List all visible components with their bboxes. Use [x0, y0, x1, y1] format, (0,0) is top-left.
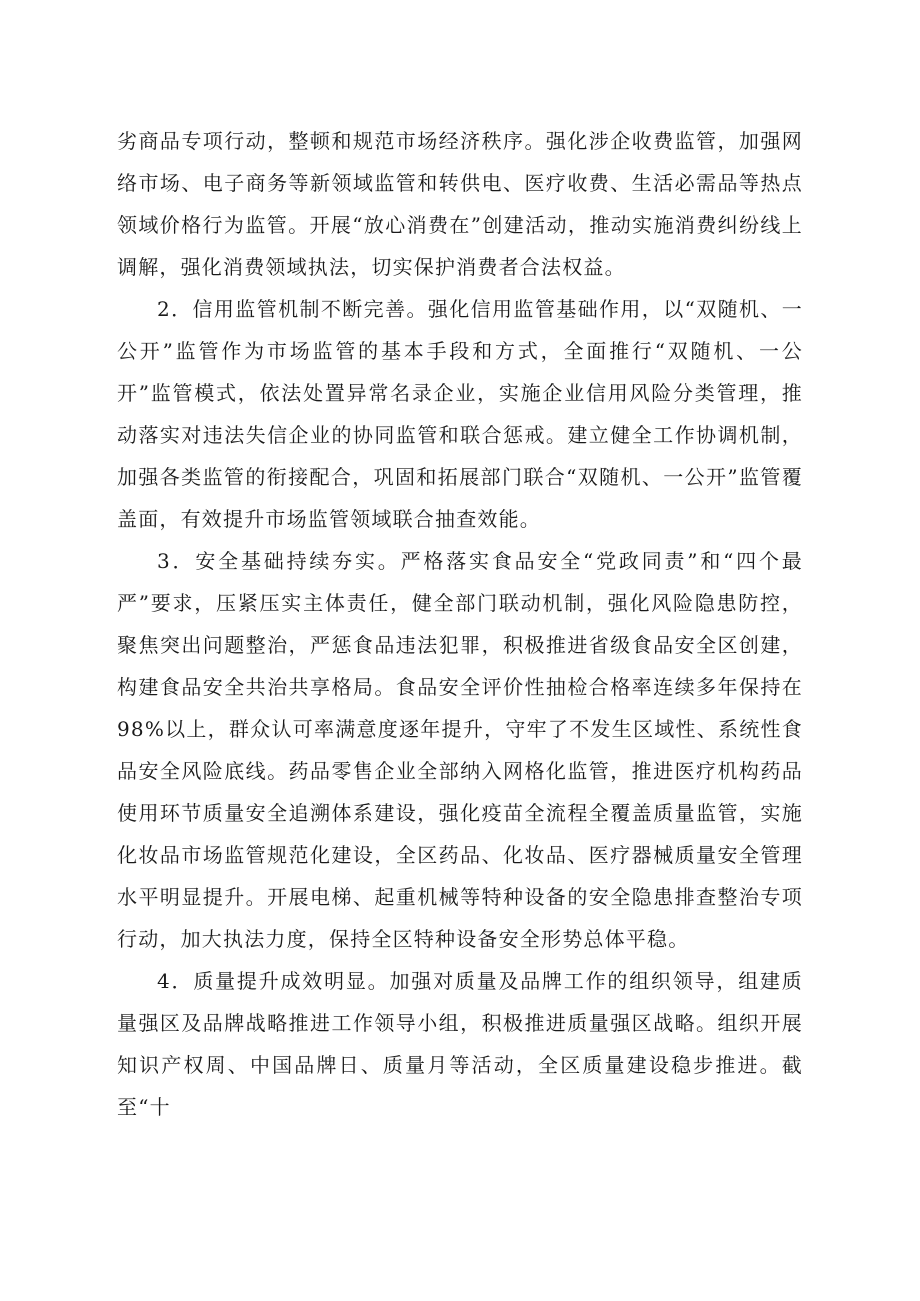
paragraph-continuation: 劣商品专项行动，整顿和规范市场经济秩序。强化涉企收费监管，加强网络市场、电子商务等新领域监管和转供电、医疗收费、生活必需品等热点领域价格行为监管。开展“放心消费在”创建活动，推动实施消费纠纷线上调解，强化消费领域执法，切实保护消费者合法权益。: [117, 129, 803, 279]
document-body: [117, 120, 803, 1128]
paragraph-quality-improvement: 4．质量提升成效明显。加强对质量及品牌工作的组织领导，组建质量强区及品牌战略推进工作领导小组，积极推进质量强区战略。组织开展知识产权周、中国品牌日、质量月等活动，全区质量建设稳步推进。截至“十: [117, 969, 803, 1119]
paragraph-safety-foundation: 3．安全基础持续夯实。严格落实食品安全“党政同责”和“四个最严”要求，压紧压实主体责任，健全部门联动机制，强化风险隐患防控，聚焦突出问题整治，严惩食品违法犯罪，积极推进省级食品安全区创建，构建食品安全共治共享格局。食品安全评价性抽检合格率连续多年保持在98%以上，群众认可率满意度逐年提升，守牢了不发生区域性、系统性食品安全风险底线。药品零售企业全部纳入网格化监管，推进医疗机构药品使用环节质量安全追溯体系建设，强化疫苗全流程全覆盖质量监管，实施化妆品市场监管规范化建设，全区药品、化妆品、医疗器械质量安全管理水平明显提升。开展电梯、起重机械等特种设备的安全隐患排查整治专项行动，加大执法力度，保持全区特种设备安全形势总体平稳。: [117, 549, 803, 951]
paragraph-credit-supervision: 2．信用监管机制不断完善。强化信用监管基础作用，以“双随机、一公开”监管作为市场监管的基本手段和方式，全面推行“双随机、一公开”监管模式，依法处置异常名录企业，实施企业信用风险分类管理，推动落实对违法失信企业的协同监管和联合惩戒。建立健全工作协调机制，加强各类监管的衔接配合，巩固和拓展部门联合“双随机、一公开”监管覆盖面，有效提升市场监管领域联合抽查效能。: [117, 297, 803, 531]
